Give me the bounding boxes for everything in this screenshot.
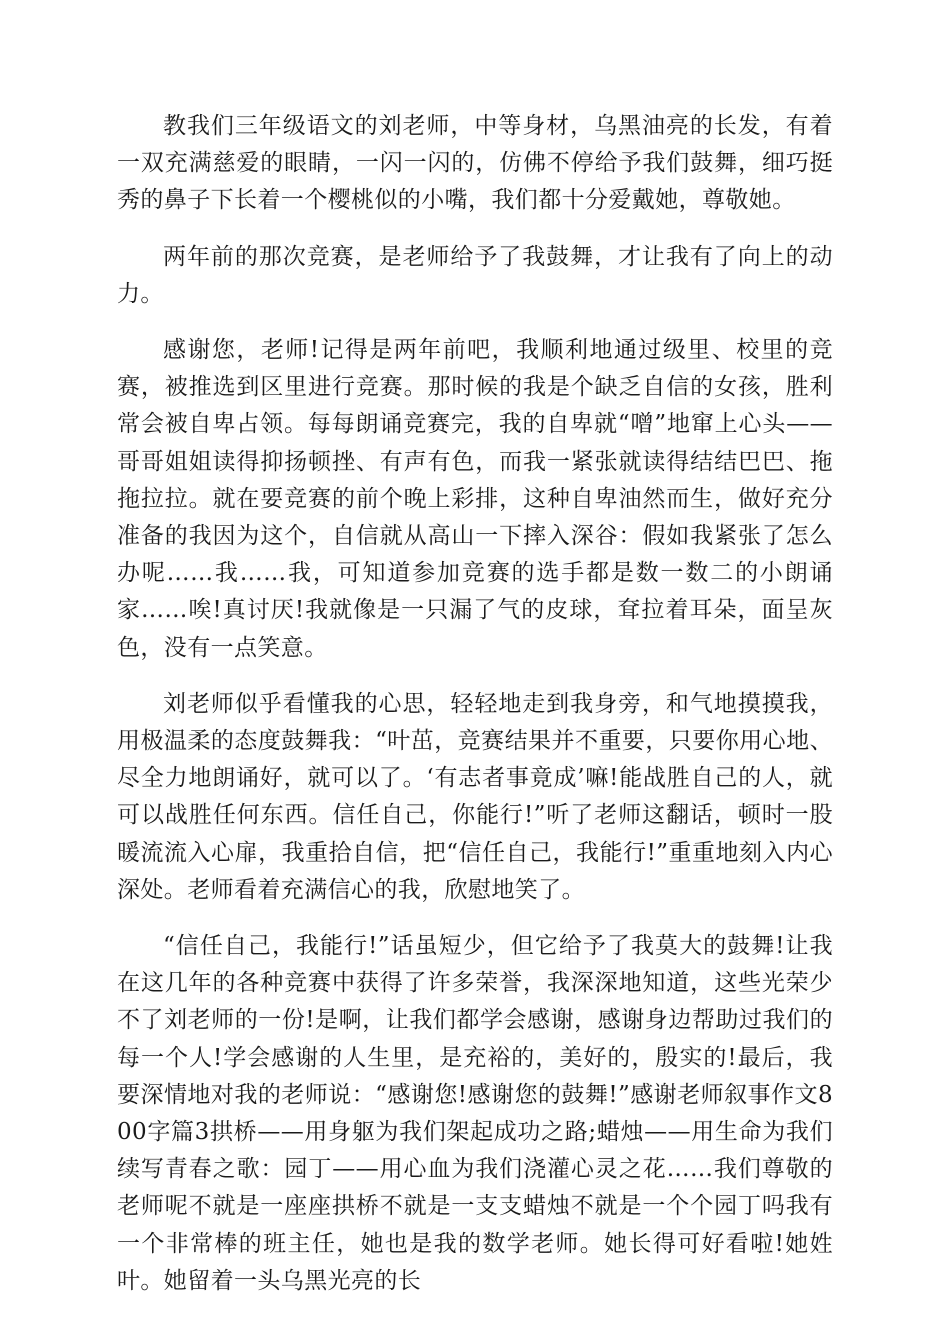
paragraph-competition-intro: 两年前的那次竞赛，是老师给予了我鼓舞，才让我有了向上的动力。	[117, 243, 833, 307]
paragraph-self-doubt: 感谢您，老师!记得是两年前吧，我顺利地通过级里、校里的竞赛，被推选到区里进行竞赛。那时候的我是个缺乏自信的女孩，胜利常会被自卑占领。每每朗诵竞赛完，我的自卑就“噌”地窜上心头——哥哥姐姐读得抑扬顿挫、有声有色，而我一紧张就读得结结巴巴、拖拖拉拉。就在要竞赛的前个晚上彩排，这种自卑油然而生，做好充分准备的我因为这个，自信就从高山一下摔入深谷：假如我紧张了怎么办呢……我……我，可知道参加竞赛的选手都是数一数二的小朗诵家……唉!真讨厌!我就像是一只漏了气的皮球，耷拉着耳朵，面呈灰色，没有一点笑意。	[117, 337, 833, 661]
paragraph-gratitude: “信任自己，我能行!”话虽短少，但它给予了我莫大的鼓舞!让我在这几年的各种竞赛中获得了许多荣誉，我深深地知道，这些光荣少不了刘老师的一份!是啊，让我们都学会感谢，感谢身边帮助过我们的每一个人!学会感谢的人生里，是充裕的，美好的，殷实的!最后，我要深情地对我的老师说：“感谢您!感谢您的鼓舞!”感谢老师叙事作文800字篇3拱桥——用身躯为我们架起成功之路;蜡烛——用生命为我们续写青春之歌：园丁——用心血为我们浇灌心灵之花……我们尊敬的老师呢不就是一座座拱桥不就是一支支蜡烛不就是一个个园丁吗我有一个非常棒的班主任，她也是我的数学老师。她长得可好看啦!她姓叶。她留着一头乌黑光亮的长	[117, 933, 833, 1294]
article-body	[117, 108, 833, 1300]
paragraph-teacher-description: 教我们三年级语文的刘老师，中等身材，乌黑油亮的长发，有着一双充满慈爱的眼睛，一闪一闪的，仿佛不停给予我们鼓舞，细巧挺秀的鼻子下长着一个樱桃似的小嘴，我们都十分爱戴她，尊敬她。	[117, 113, 833, 214]
paragraph-teacher-encouragement: 刘老师似乎看懂我的心思，轻轻地走到我身旁，和气地摸摸我，用极温柔的态度鼓舞我：“叶茁，竞赛结果并不重要，只要你用心地、尽全力地朗诵好，就可以了。‘有志者事竟成’嘛!能战胜自己的人，就可以战胜任何东西。信任自己，你能行!”听了老师这翻话，顿时一股暖流流入心扉，我重拾自信，把“信任自己，我能行!”重重地刻入内心深处。老师看着充满信心的我，欣慰地笑了。	[117, 690, 833, 903]
